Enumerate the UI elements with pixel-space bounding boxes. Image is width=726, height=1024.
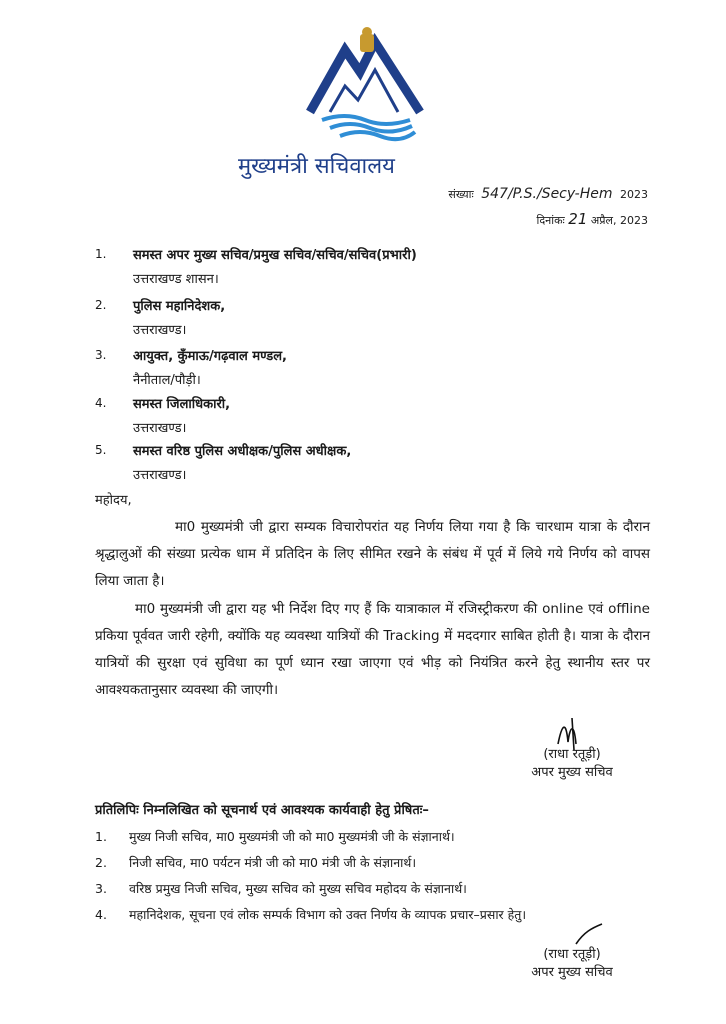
copy-to-number: 2.	[95, 855, 107, 870]
addressee-name: समस्त जिलाधिकारी,	[133, 397, 231, 412]
signatory-name: (राधा रतूड़ी)	[543, 747, 601, 762]
date-line	[536, 210, 648, 228]
addressee-name: समस्त अपर मुख्य सचिव/प्रमुख सचिव/सचिव/सचिव(प्रभारी)	[133, 248, 417, 263]
date-day: 21	[568, 210, 588, 228]
addressee-number: 3.	[95, 348, 107, 362]
uttarakhand-emblem-logo	[300, 20, 430, 150]
copy-to-number: 1.	[95, 829, 107, 844]
addressee-place: उत्तराखण्ड।	[133, 323, 187, 338]
copy-to-item-1	[95, 828, 455, 845]
copy-to-text: मुख्य निजी सचिव, मा0 मुख्यमंत्री जी को मा0 मुख्यमंत्री जी के संज्ञानार्थ।	[129, 829, 455, 844]
addressee-number: 5.	[95, 443, 107, 457]
reference-line	[448, 186, 648, 202]
copy-to-number: 3.	[95, 881, 107, 896]
copy-to-item-2	[95, 854, 416, 871]
addressee-place: नैनीताल/पौड़ी।	[133, 373, 201, 388]
signatory-designation: अपर मुख्य सचिव	[531, 965, 613, 980]
addressee-place: उत्तराखण्ड।	[133, 421, 187, 436]
handwritten-signature-icon	[572, 918, 608, 958]
handwritten-signature-icon	[552, 714, 588, 754]
addressee-number: 2.	[95, 298, 107, 312]
copy-to-number: 4.	[95, 907, 107, 922]
reference-label: संख्याः	[448, 188, 474, 201]
copy-to-text: निजी सचिव, मा0 पर्यटन मंत्री जी को मा0 मंत्री जी के संज्ञानार्थ।	[129, 855, 417, 870]
addressee-number: 4.	[95, 396, 107, 410]
addressee-name: पुलिस महानिदेशक,	[133, 299, 226, 314]
signature-block-2	[512, 944, 632, 980]
reference-year: 2023	[620, 188, 648, 201]
body-paragraph-1: मा0 मुख्यमंत्री जी द्वारा सम्यक विचारोपरांत यह निर्णय लिया गया है कि चारधाम यात्रा के दौरान श्रृद्धालुओं की संख्या प्रत्येक धाम में प्रतिदिन के लिए सीमित रखने के संबंध में पूर्व में लिये गये निर्णय को वापस लिया जाता है।	[95, 519, 650, 589]
copy-to-item-4	[95, 906, 526, 923]
copy-to-text: महानिदेशक, सूचना एवं लोक सम्पर्क विभाग को उक्त निर्णय के व्यापक प्रचार–प्रसार हेतु।	[129, 907, 527, 922]
addressee-place: उत्तराखण्ड।	[133, 468, 187, 483]
reference-number: 547/P.S./Secy-Hem	[481, 186, 613, 202]
addressee-number: 1.	[95, 247, 107, 261]
addressee-name: आयुक्त, कुँमाऊ/गढ़वाल मण्डल,	[133, 349, 287, 364]
office-title: मुख्यमंत्री सचिवालय	[238, 154, 395, 179]
date-label: दिनांकः	[536, 214, 565, 227]
signature-block	[512, 744, 632, 780]
addressee-place: उत्तराखण्ड शासन।	[133, 272, 219, 287]
copy-to-item-3	[95, 880, 467, 897]
salutation: महोदय,	[95, 493, 132, 508]
copy-to-heading: प्रतिलिपिः निम्नलिखित को सूचनार्थ एवं आवश्यक कार्यवाही हेतु प्रेषितः–	[95, 803, 429, 818]
signatory-designation: अपर मुख्य सचिव	[531, 765, 613, 780]
signatory-name: (राधा रतूड़ी)	[543, 947, 601, 962]
date-rest: अप्रैल, 2023	[590, 214, 648, 227]
copy-to-text: वरिष्ठ प्रमुख निजी सचिव, मुख्य सचिव को मुख्य सचिव महोदय के संज्ञानार्थ।	[129, 881, 467, 896]
addressee-name: समस्त वरिष्ठ पुलिस अधीक्षक/पुलिस अधीक्षक,	[133, 444, 352, 459]
body-paragraph-2: मा0 मुख्यमंत्री जी द्वारा यह भी निर्देश दिए गए हैं कि यात्राकाल में रजिस्ट्रीकरण की online एवं offline प्रकिया पूर्ववत जारी रहेगी, क्योंकि यह व्यवस्था यात्रियों की Tracking में मददगार साबित होती है। यात्रा के दौरान यात्रियों की सुरक्षा एवं सुविधा का पूर्ण ध्यान रखा जाएगा एवं भीड़ को नियंत्रित करने हेतु स्थानीय स्तर पर आवश्यकतानुसार व्यवस्था की जाएगी।	[95, 601, 650, 698]
